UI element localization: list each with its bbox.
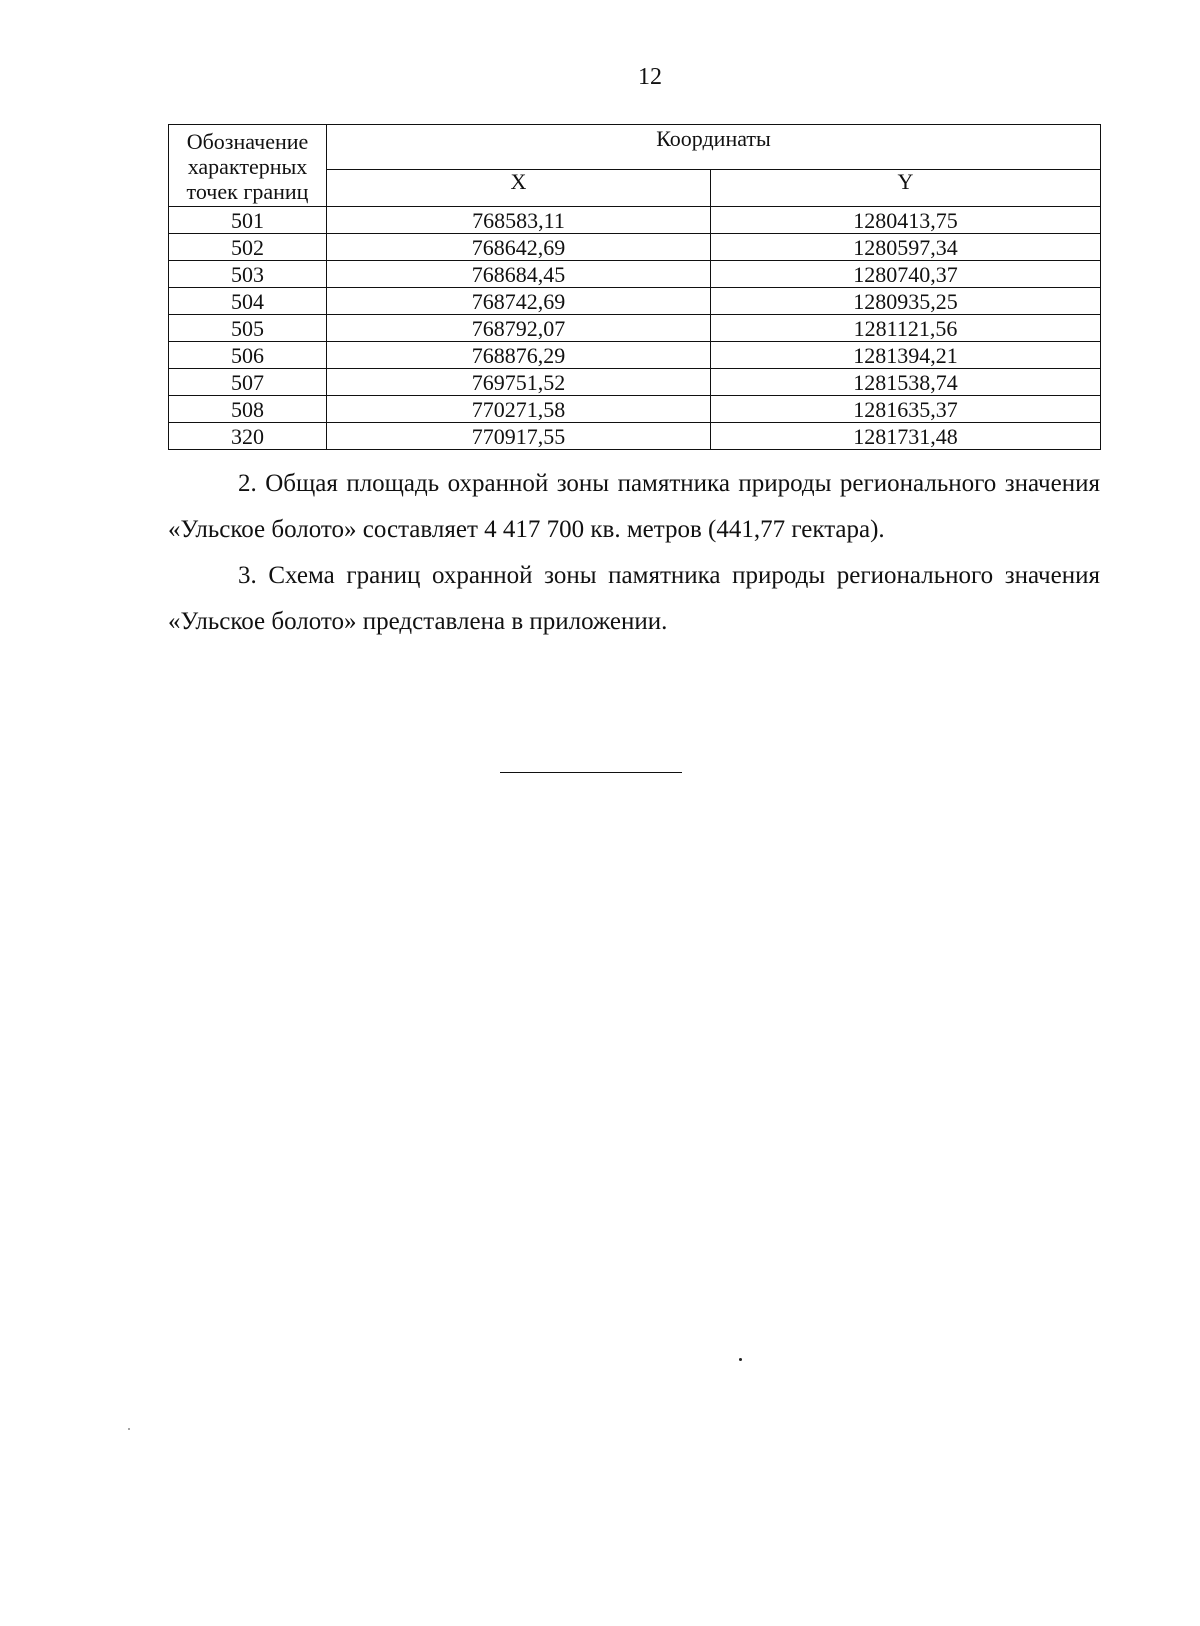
cell-y: 1280935,25 [711,288,1101,315]
table-row [169,369,1101,396]
cell-y: 1281731,48 [711,423,1101,450]
cell-x: 770271,58 [327,396,711,423]
cell-point: 507 [169,369,327,396]
table-row [169,315,1101,342]
cell-y: 1281538,74 [711,369,1101,396]
cell-point: 320 [169,423,327,450]
coordinates-table [168,124,1101,450]
section-divider [500,772,682,773]
cell-y: 1280597,34 [711,234,1101,261]
paragraph-total-area: 2. Общая площадь охранной зоны памятника природы регионального значения «Ульское болото» составляет 4 417 700 кв. метров (441,77 гектара). [168,470,1100,543]
table-row [169,423,1101,450]
cell-y: 1280740,37 [711,261,1101,288]
cell-point: 502 [169,234,327,261]
table-row [169,261,1101,288]
cell-x: 768684,45 [327,261,711,288]
cell-x: 768583,11 [327,207,711,234]
cell-x: 768742,69 [327,288,711,315]
cell-y: 1281121,56 [711,315,1101,342]
cell-point: 504 [169,288,327,315]
table-row [169,207,1101,234]
scan-speck [739,1358,742,1361]
cell-x: 768642,69 [327,234,711,261]
cell-x: 769751,52 [327,369,711,396]
header-x: X [327,170,711,207]
header-point-designation: Обозначение характерных точек границ [169,125,327,207]
cell-y: 1281635,37 [711,396,1101,423]
page-number: 12 [638,64,662,90]
table-row [169,342,1101,369]
cell-x: 768876,29 [327,342,711,369]
cell-y: 1281394,21 [711,342,1101,369]
cell-x: 770917,55 [327,423,711,450]
cell-y: 1280413,75 [711,207,1101,234]
header-y: Y [711,170,1101,207]
table-row [169,234,1101,261]
cell-point: 503 [169,261,327,288]
cell-point: 506 [169,342,327,369]
cell-x: 768792,07 [327,315,711,342]
cell-point: 505 [169,315,327,342]
paragraph-boundary-scheme: 3. Схема границ охранной зоны памятника природы регионального значения «Ульское болото» представлена в приложении. [168,562,1100,635]
cell-point: 501 [169,207,327,234]
header-coordinates: Координаты [327,125,1101,170]
table-row [169,396,1101,423]
table-row [169,288,1101,315]
scan-speck [128,1428,130,1430]
cell-point: 508 [169,396,327,423]
